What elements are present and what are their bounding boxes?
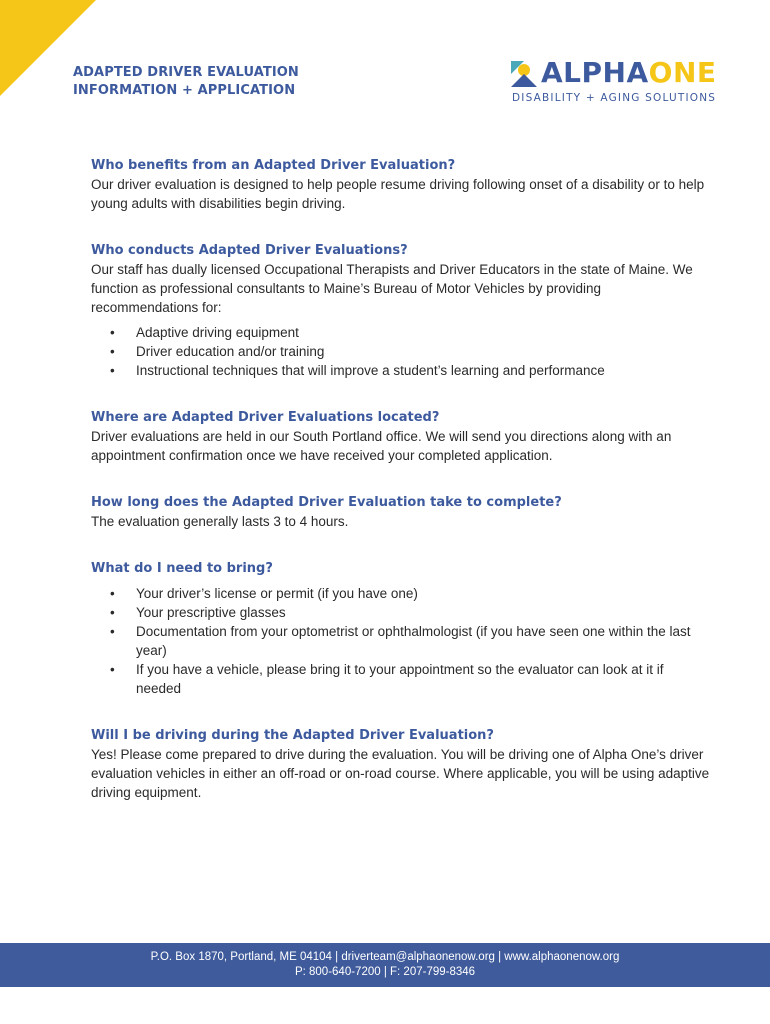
logo-tagline: DISABILITY + AGING SOLUTIONS [512,92,717,104]
document-body [91,156,711,830]
alpha-one-logo [511,58,731,108]
section-question: Will I be driving during the Adapted Driver Evaluation? [91,728,494,743]
section-question: How long does the Adapted Driver Evaluation take to complete? [91,495,562,510]
section-answer: Driver evaluations are held in our South Portland office. We will send you directions along with an appointment confirmation once we have received your completed application. [91,429,672,463]
section-question: Who benefits from an Adapted Driver Evaluation? [91,158,456,173]
list-item: • If you have a vehicle, please bring it to your appointment so the evaluator can look at it if needed [136,660,711,698]
list-item: • Your driver’s license or permit (if you have one) [136,584,711,603]
section-question: Who conducts Adapted Driver Evaluations? [91,243,408,258]
document-title-line1: ADAPTED DRIVER EVALUATION [73,65,299,80]
section-question: What do I need to bring? [91,561,273,576]
section-answer: Our staff has dually licensed Occupational Therapists and Driver Educators in the state of Maine. We function as professional consultants to Maine’s Bureau of Motor Vehicles by providing recommendations for: [91,262,693,315]
document-title [73,64,299,100]
footer-phone-line: P: 800-640-7200 | F: 207-799-8346 [294,966,476,978]
logo-word-alpha: ALPHA [541,56,649,89]
section-who-conducts [91,241,711,380]
footer-address-line: P.O. Box 1870, Portland, ME 04104 | driverteam@alphaonenow.org | www.alphaonenow.org [150,951,620,963]
section-answer: Yes! Please come prepared to drive during the evaluation. You will be driving one of Alpha One’s driver evaluation vehicles in either an off-road or on-road course. Where applicable, you will be using adaptive driving equipment. [91,747,710,800]
bullet-list [91,323,711,380]
section-duration [91,493,711,531]
section-location [91,408,711,465]
logo-mark-icon [511,61,537,87]
section-who-benefits [91,156,711,213]
contact-footer [0,943,770,987]
section-answer: Our driver evaluation is designed to help people resume driving following onset of a disability or to help young adults with disabilities begin driving. [91,177,705,211]
section-answer: The evaluation generally lasts 3 to 4 hours. [91,514,349,529]
section-what-to-bring [91,559,711,698]
section-question: Where are Adapted Driver Evaluations located? [91,410,440,425]
logo-wordmark [541,56,717,90]
list-item: • Driver education and/or training [136,342,711,361]
list-item: • Documentation from your optometrist or ophthalmologist (if you have seen one within the last year) [136,622,711,660]
list-item: • Your prescriptive glasses [136,603,711,622]
list-item: • Adaptive driving equipment [136,323,711,342]
list-item: • Instructional techniques that will improve a student’s learning and performance [136,361,711,380]
bullet-list [91,584,711,698]
document-title-line2: INFORMATION + APPLICATION [73,83,296,98]
section-driving [91,726,711,802]
logo-word-one: ONE [648,56,717,89]
